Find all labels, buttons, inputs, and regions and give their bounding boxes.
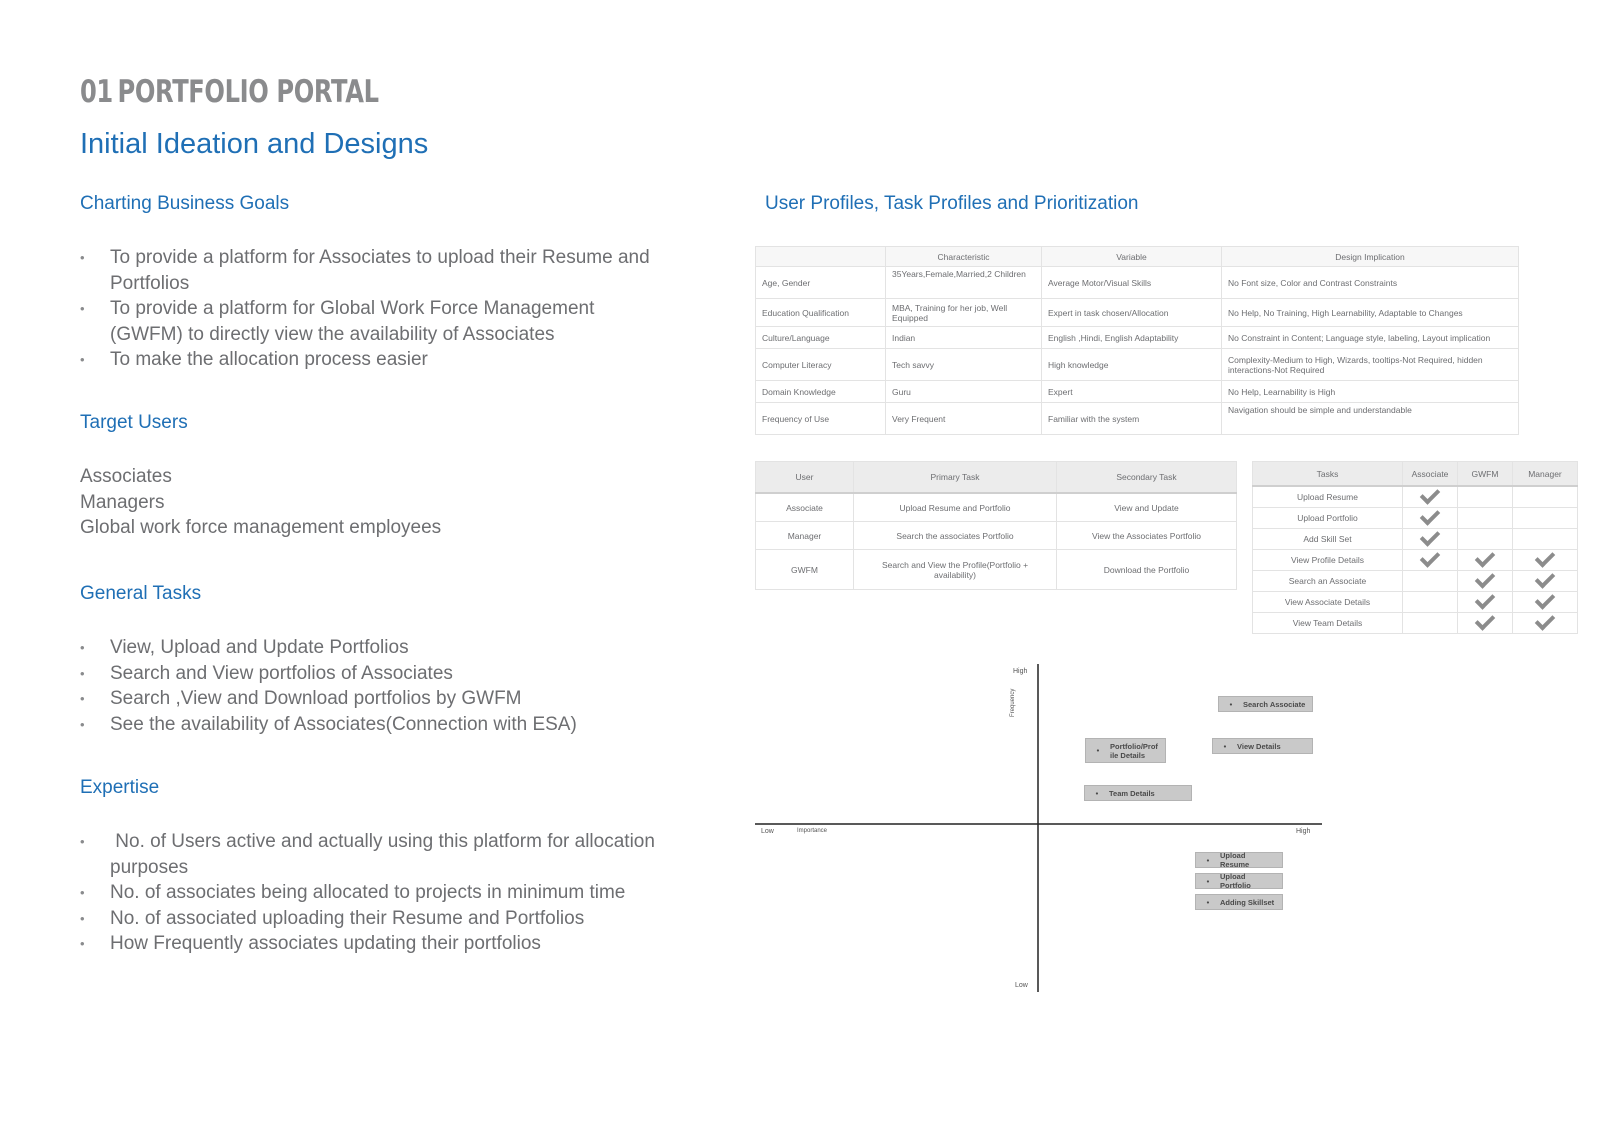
table-cell: 35Years,Female,Married,2 Children	[886, 267, 1042, 299]
table-cell: GWFM	[756, 550, 854, 590]
list-item: Managers	[80, 491, 165, 513]
user-task-table	[755, 461, 1237, 590]
table-cell: View the Associates Portfolio	[1057, 522, 1237, 550]
list-item: • To provide a platform for Global Work Force Management (GWFM) to directly view the availability of Associates	[80, 296, 660, 347]
list-item: • See the availability of Associates(Connection with ESA)	[80, 712, 680, 738]
table-header-row	[1253, 462, 1578, 487]
list-item: Associates	[80, 466, 172, 487]
task-name-cell: View Team Details	[1253, 613, 1403, 634]
table-cell: High knowledge	[1042, 349, 1222, 381]
list-item: • To provide a platform for Associates to upload their Resume and Portfolios	[80, 245, 660, 296]
task-name-cell: Add Skill Set	[1253, 529, 1403, 550]
table-cell: MBA, Training for her job, Well Equipped	[886, 299, 1042, 327]
table-cell: View and Update	[1057, 493, 1237, 522]
expertise-heading: Expertise	[80, 777, 160, 798]
column-header: Design Implication	[1222, 247, 1519, 267]
table-cell: Computer Literacy	[756, 349, 886, 381]
task-name-cell: View Profile Details	[1253, 550, 1403, 571]
table-cell: No Font size, Color and Contrast Constraints	[1222, 267, 1519, 299]
table-cell: No Help, No Training, High Learnability, Adaptable to Changes	[1222, 299, 1519, 327]
checkmark-icon	[1475, 592, 1496, 610]
user-profile-table	[755, 246, 1519, 435]
table-row	[1253, 508, 1578, 529]
chart-item: • Portfolio/Prof ile Details	[1085, 738, 1166, 763]
chart-item: • View Details	[1212, 738, 1313, 754]
table-row	[1253, 486, 1578, 508]
column-header: Associate	[1403, 462, 1458, 487]
table-row	[756, 493, 1237, 522]
table-row	[756, 522, 1237, 550]
checkmark-icon	[1535, 613, 1556, 631]
table-row	[1253, 529, 1578, 550]
table-cell: Navigation should be simple and understandable	[1222, 403, 1519, 435]
list-item: • No. of Users active and actually using this platform for allocation purposes	[80, 829, 670, 880]
profiles-heading: User Profiles, Task Profiles and Prioritization	[765, 193, 1139, 214]
table-cell: Guru	[886, 381, 1042, 403]
table-cell: Expert	[1042, 381, 1222, 403]
check-cell	[1403, 571, 1458, 592]
column-header: Primary Task	[854, 462, 1057, 494]
general-tasks-list	[80, 635, 680, 737]
table-cell: No Constraint in Content; Language style, labeling, Layout implication	[1222, 327, 1519, 349]
chart-item: • Search Associate	[1218, 696, 1313, 712]
y-low-label: Low	[1015, 982, 1028, 989]
check-cell	[1458, 550, 1513, 571]
column-header: Secondary Task	[1057, 462, 1237, 494]
chart-item: • Upload Portfolio	[1195, 873, 1283, 889]
table-row	[756, 381, 1519, 403]
column-header: Characteristic	[886, 247, 1042, 267]
page-header	[80, 74, 379, 110]
checkmark-icon	[1535, 571, 1556, 589]
y-axis-label: Frequency	[1010, 688, 1016, 717]
column-header: Tasks	[1253, 462, 1403, 487]
general-tasks-heading: General Tasks	[80, 583, 202, 604]
checkmark-icon	[1475, 550, 1496, 568]
table-cell: English ,Hindi, English Adaptability	[1042, 327, 1222, 349]
task-name-cell: Upload Resume	[1253, 486, 1403, 508]
task-name-cell: View Associate Details	[1253, 592, 1403, 613]
table-row	[1253, 592, 1578, 613]
checkmark-icon	[1535, 550, 1556, 568]
chart-item: • Upload Resume	[1195, 852, 1283, 868]
check-cell	[1403, 592, 1458, 613]
column-header: Variable	[1042, 247, 1222, 267]
checkmark-icon	[1420, 508, 1441, 526]
table-row	[756, 403, 1519, 435]
check-cell	[1403, 613, 1458, 634]
business-goals-list	[80, 245, 660, 373]
task-name-cell: Search an Associate	[1253, 571, 1403, 592]
table-row	[756, 349, 1519, 381]
check-cell	[1513, 592, 1578, 613]
check-cell	[1403, 486, 1458, 508]
table-header-row	[756, 462, 1237, 494]
chart-item: • Team Details	[1084, 785, 1192, 801]
priority-chart	[755, 662, 1325, 992]
column-header	[756, 247, 886, 267]
table-cell: Download the Portfolio	[1057, 550, 1237, 590]
checkmark-icon	[1420, 529, 1441, 547]
task-name-cell: Upload Portfolio	[1253, 508, 1403, 529]
table-cell: Age, Gender	[756, 267, 886, 299]
table-cell: Domain Knowledge	[756, 381, 886, 403]
check-cell	[1513, 613, 1578, 634]
table-row	[756, 299, 1519, 327]
expertise-list	[80, 829, 670, 957]
x-high-label: High	[1296, 828, 1311, 835]
table-row	[756, 550, 1237, 590]
check-cell	[1458, 592, 1513, 613]
column-header: User	[756, 462, 854, 494]
business-goals-heading: Charting Business Goals	[80, 193, 290, 214]
check-cell	[1513, 571, 1578, 592]
list-item: • Search and View portfolios of Associates	[80, 661, 680, 687]
column-header: Manager	[1513, 462, 1578, 487]
check-cell	[1458, 486, 1513, 508]
table-cell: Frequency of Use	[756, 403, 886, 435]
check-cell	[1403, 550, 1458, 571]
table-cell: Average Motor/Visual Skills	[1042, 267, 1222, 299]
column-header: GWFM	[1458, 462, 1513, 487]
list-item: • No. of associates being allocated to projects in minimum time	[80, 880, 670, 906]
table-cell: Complexity-Medium to High, Wizards, tooltips-Not Required, hidden interactions-Not Required	[1222, 349, 1519, 381]
list-item: • No. of associated uploading their Resume and Portfolios	[80, 906, 670, 932]
table-cell: No Help, Learnability is High	[1222, 381, 1519, 403]
chart-item: • Adding Skillset	[1195, 894, 1283, 910]
x-axis-label: Importance	[797, 828, 828, 834]
page-subtitle: Initial Ideation and Designs	[80, 128, 429, 160]
page-title: PORTFOLIO PORTAL	[117, 74, 379, 110]
table-cell: Expert in task chosen/Allocation	[1042, 299, 1222, 327]
table-cell: Culture/Language	[756, 327, 886, 349]
checkmark-icon	[1420, 486, 1441, 505]
list-item: Global work force management employees	[80, 517, 442, 538]
table-row	[1253, 550, 1578, 571]
table-header-row	[756, 247, 1519, 267]
check-cell	[1458, 613, 1513, 634]
table-row	[1253, 613, 1578, 634]
check-cell	[1458, 571, 1513, 592]
table-cell: Indian	[886, 327, 1042, 349]
list-item: • How Frequently associates updating their portfolios	[80, 931, 670, 957]
check-cell	[1403, 529, 1458, 550]
check-cell	[1403, 508, 1458, 529]
table-cell: Search and View the Profile(Portfolio + availability)	[854, 550, 1057, 590]
table-cell: Education Qualification	[756, 299, 886, 327]
x-low-label: Low	[761, 828, 774, 835]
table-cell: Manager	[756, 522, 854, 550]
check-cell	[1458, 529, 1513, 550]
task-role-matrix	[1252, 461, 1578, 634]
table-cell: Associate	[756, 493, 854, 522]
table-cell: Search the associates Portfolio	[854, 522, 1057, 550]
check-cell	[1513, 550, 1578, 571]
y-high-label: High	[1013, 668, 1028, 675]
table-row	[756, 267, 1519, 299]
table-cell: Familiar with the system	[1042, 403, 1222, 435]
list-item: • To make the allocation process easier	[80, 347, 660, 373]
target-users-list	[80, 464, 441, 541]
checkmark-icon	[1535, 592, 1556, 610]
check-cell	[1513, 486, 1578, 508]
check-cell	[1513, 529, 1578, 550]
list-item: • Search ,View and Download portfolios by GWFM	[80, 686, 680, 712]
checkmark-icon	[1420, 550, 1441, 568]
target-users-heading: Target Users	[80, 412, 188, 433]
list-item: • View, Upload and Update Portfolios	[80, 635, 680, 661]
table-cell: Tech savvy	[886, 349, 1042, 381]
checkmark-icon	[1475, 613, 1496, 631]
checkmark-icon	[1475, 571, 1496, 589]
table-row	[756, 327, 1519, 349]
table-cell: Upload Resume and Portfolio	[854, 493, 1057, 522]
section-number: 01	[80, 74, 113, 110]
check-cell	[1513, 508, 1578, 529]
table-cell: Very Frequent	[886, 403, 1042, 435]
table-row	[1253, 571, 1578, 592]
check-cell	[1458, 508, 1513, 529]
